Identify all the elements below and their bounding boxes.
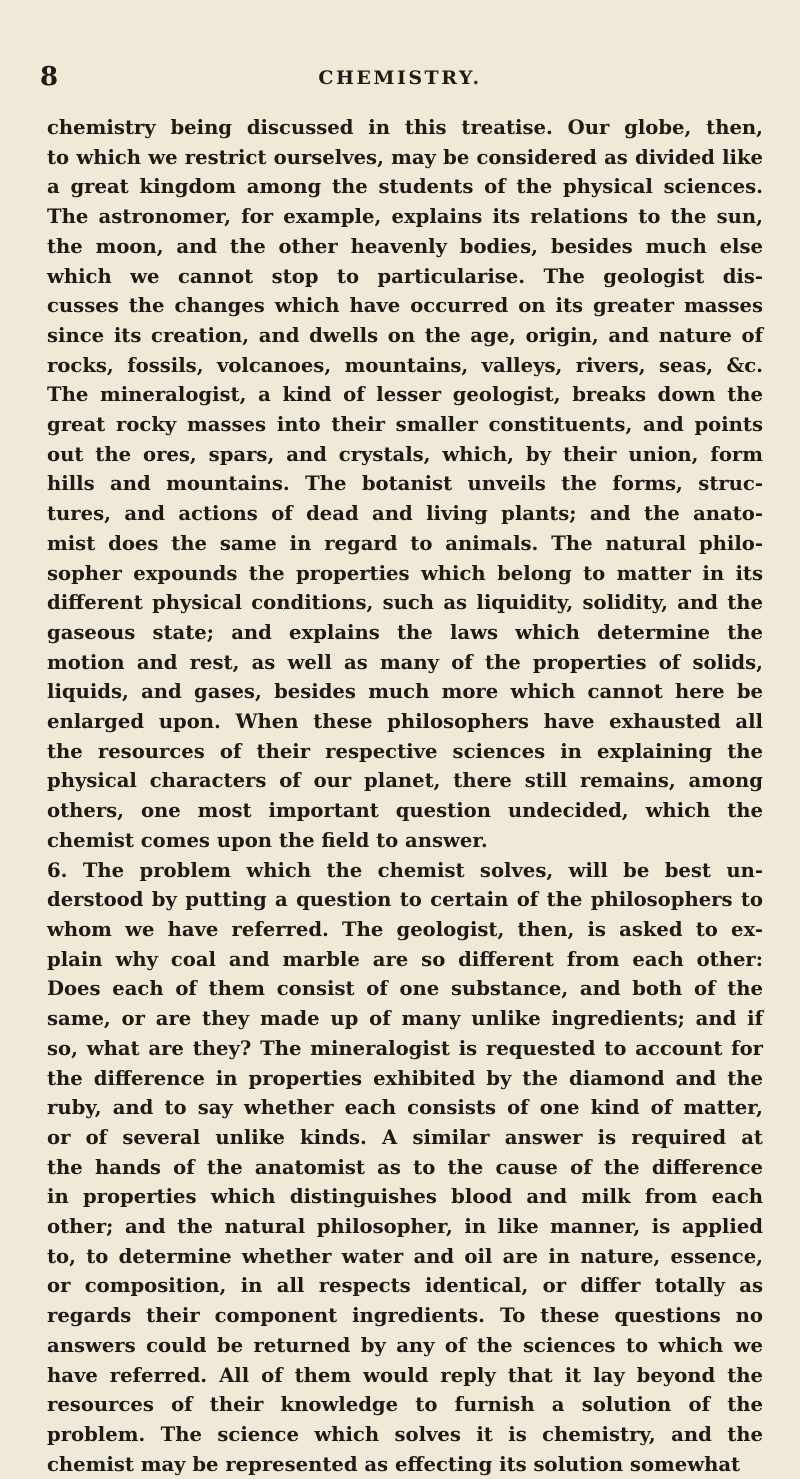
text-line: or composition, in all respects identical, or differ totally as: [47, 1274, 763, 1298]
text-line: have referred. All of them would reply that it lay beyond the: [47, 1363, 763, 1387]
text-line: or of several unlike kinds. A similar answer is required at: [47, 1125, 763, 1149]
text-line: physical characters of our planet, there still remains, among: [47, 769, 763, 793]
text-line: other; and the natural philosopher, in like manner, is applied: [47, 1215, 763, 1239]
text-line: liquids, and gases, besides much more which cannot here be: [47, 680, 763, 704]
text-line: The mineralogist, a kind of lesser geologist, breaks down the: [47, 383, 763, 407]
text-line: The astronomer, for example, explains its relations to the sun,: [47, 205, 763, 229]
page-number: 8: [40, 62, 59, 92]
running-title: CHEMISTRY.: [318, 67, 482, 89]
text-line: plain why coal and marble are so different from each other:: [47, 947, 763, 971]
text-line: to, to determine whether water and oil are in nature, essence,: [47, 1244, 763, 1268]
text-line: different physical conditions, such as liquidity, solidity, and the: [47, 591, 763, 615]
text-line: to which we restrict ourselves, may be considered as divided like: [47, 145, 763, 169]
body-text: [47, 113, 763, 1479]
text-line: same, or are they made up of many unlike ingredients; and if: [47, 1007, 763, 1031]
text-line: cusses the changes which have occurred on its greater masses: [47, 294, 763, 318]
text-line: in properties which distinguishes blood and milk from each: [47, 1185, 763, 1209]
text-line: others, one most important question undecided, which the: [47, 799, 763, 823]
text-line: the hands of the anatomist as to the cause of the difference: [47, 1155, 763, 1179]
text-line: Does each of them consist of one substance, and both of the: [47, 977, 763, 1001]
text-line: so, what are they? The mineralogist is requested to account for: [47, 1036, 763, 1060]
text-line: gaseous state; and explains the laws which determine the: [47, 620, 763, 644]
text-line: the moon, and the other heavenly bodies, besides much else: [47, 234, 763, 258]
text-line: the resources of their respective sciences in explaining the: [47, 739, 763, 763]
text-line: tures, and actions of dead and living plants; and the anato-: [47, 502, 763, 526]
text-line: motion and rest, as well as many of the properties of solids,: [47, 650, 763, 674]
text-line: rocks, fossils, volcanoes, mountains, valleys, rivers, seas, &c.: [47, 353, 763, 377]
text-line: ruby, and to say whether each consists of one kind of matter,: [47, 1096, 763, 1120]
text-line: since its creation, and dwells on the age, origin, and nature of: [47, 323, 763, 347]
text-line: chemist may be represented as effecting its solution somewhat: [47, 1452, 741, 1476]
text-line: whom we have referred. The geologist, then, is asked to ex-: [47, 917, 763, 941]
text-line: out the ores, spars, and crystals, which, by their union, form: [47, 442, 763, 466]
text-line: answers could be returned by any of the sciences to which we: [47, 1333, 763, 1357]
text-line: a great kingdom among the students of the physical sciences.: [47, 175, 763, 199]
text-line: derstood by putting a question to certain of the philosophers to: [47, 888, 763, 912]
text-line: sopher expounds the properties which belong to matter in its: [47, 561, 763, 585]
text-line: hills and mountains. The botanist unveils the forms, struc-: [47, 472, 763, 496]
text-line: mist does the same in regard to animals. The natural philo-: [47, 531, 763, 555]
text-line: problem. The science which solves it is chemistry, and the: [47, 1422, 763, 1446]
text-line: which we cannot stop to particularise. The geologist dis-: [47, 264, 763, 288]
text-line: great rocky masses into their smaller constituents, and points: [47, 413, 763, 437]
text-line: the difference in properties exhibited by the diamond and the: [47, 1066, 763, 1090]
text-line: enlarged upon. When these philosophers have exhausted all: [47, 710, 763, 734]
running-head: [0, 60, 800, 94]
text-line: chemistry being discussed in this treatise. Our globe, then,: [47, 116, 763, 139]
text-line: chemist comes upon the field to answer.: [47, 828, 488, 852]
text-line: regards their component ingredients. To these questions no: [47, 1304, 763, 1328]
text-line: resources of their knowledge to furnish a solution of the: [47, 1393, 763, 1417]
text-line: 6. The problem which the chemist solves, will be best un-: [47, 858, 763, 882]
